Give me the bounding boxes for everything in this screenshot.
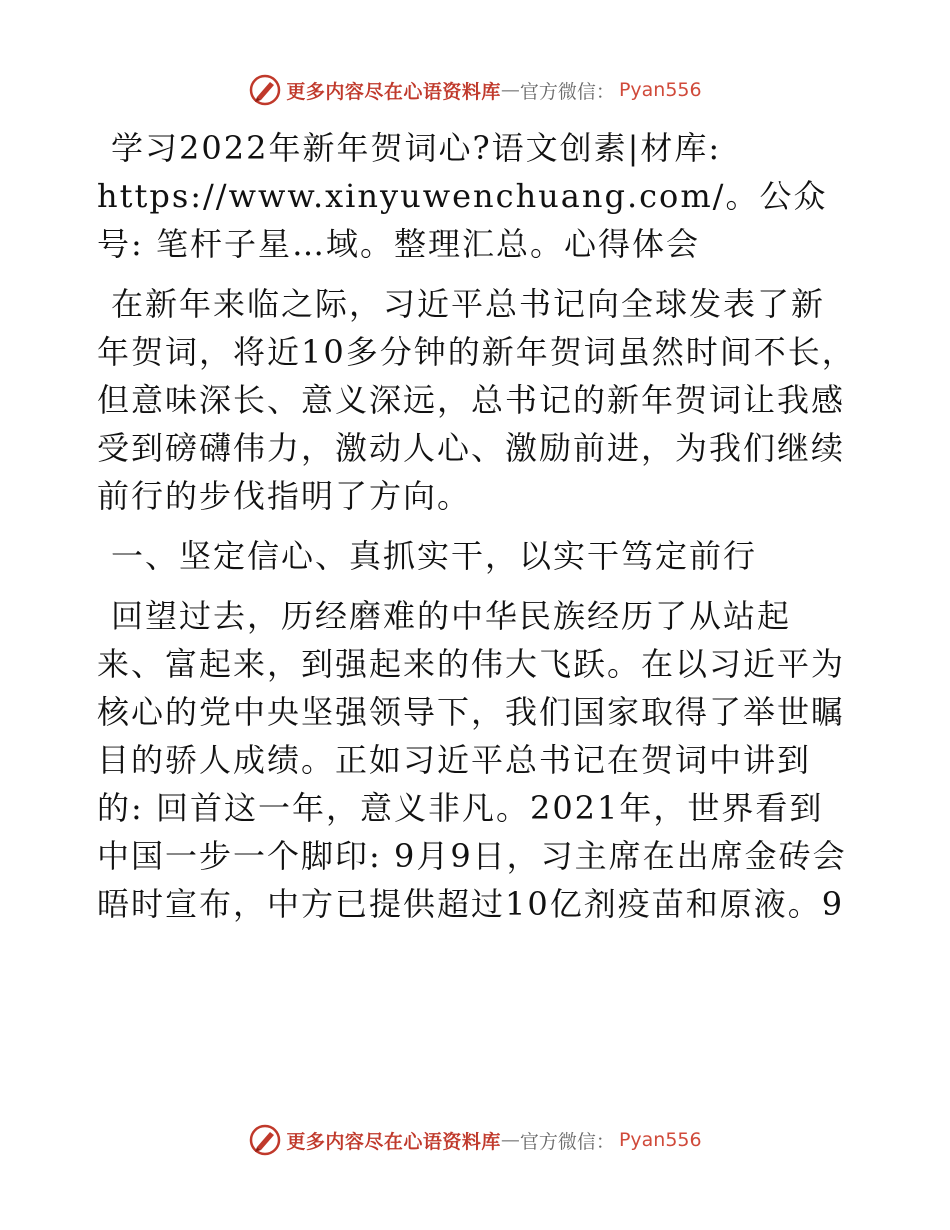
title-paragraph: 学习2022年新年贺词心?语文创素|材库: https://www.xinyuwenchuang.com/。公众号: 笔杆子星…域。整理汇总。心得体会 (97, 129, 828, 263)
banner-official-label: 官方微信： (519, 80, 615, 103)
banner-dash: — (500, 1129, 520, 1151)
document-body (97, 124, 857, 940)
banner-official-label: 官方微信： (519, 1130, 615, 1153)
banner-wechat-id: Pyan556 (618, 79, 702, 101)
banner-main-text: 更多内容尽在心语资料库 (286, 80, 501, 103)
footer-watermark (0, 1120, 950, 1160)
banner-dash: — (500, 79, 520, 101)
section-heading: 一、坚定信心、真抓实干，以实干笃定前行 (111, 537, 758, 575)
body-paragraph: 在新年来临之际，习近平总书记向全球发表了新年贺词，将近10多分钟的新年贺词虽然时间不长，但意味深长、意义深远，总书记的新年贺词让我感受到磅礴伟力，激动人心、激励前进，为我们继续前行的步伐指明了方向。 (97, 285, 856, 515)
banner-wechat-id: Pyan556 (618, 1129, 702, 1151)
pen-logo-icon (248, 73, 282, 107)
body-paragraph: 回望过去，历经磨难的中华民族经历了从站起来、富起来，到强起来的伟大飞跃。在以习近平为核心的党中央坚强领导下，我们国家取得了举世瞩目的骄人成绩。正如习近平总书记在贺词中讲到的: 回首这一年，意义非凡。2021年，世界看到中国一步一个脚印: 9月9日，习主席在出席金砖会晤时宣布，中方已提供超过10亿剂疫苗和原液。9 (97, 597, 847, 923)
banner-main-text: 更多内容尽在心语资料库 (286, 1130, 501, 1153)
header-watermark (0, 70, 950, 110)
pen-logo-icon (248, 1123, 282, 1157)
